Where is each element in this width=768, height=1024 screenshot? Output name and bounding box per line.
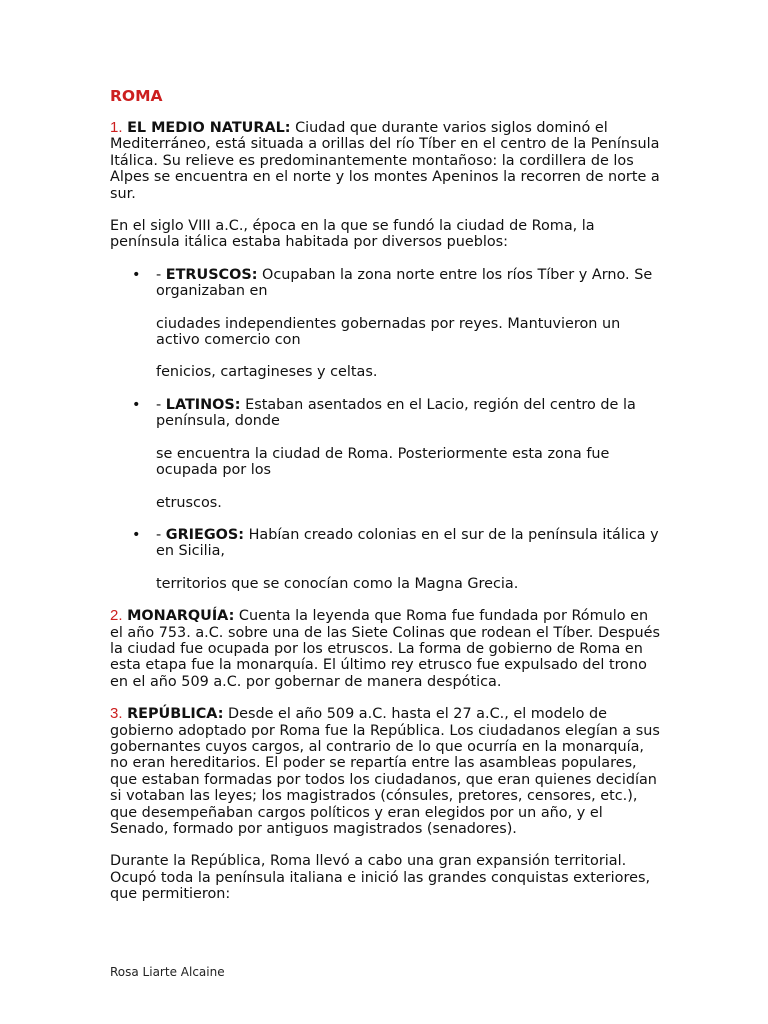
list-dash: - [156,396,166,413]
list-item-griegos [132,526,660,592]
closing-paragraph: Durante la República, Roma llevó a cabo una gran expansión territorial. Ocupó toda la península italiana e inició las grandes conquistas exteriores, que permitieron: [110,853,651,903]
intro-paragraph: En el siglo VIII a.C., época en la que se fundó la ciudad de Roma, la península itálica estaba habitada por diversos pueblos: [110,218,595,251]
section-heading: MONARQUÍA: [127,608,235,625]
peoples-list [110,267,660,592]
section-heading: EL MEDIO NATURAL: [127,120,291,136]
people-text: Ocupaban la zona norte entre los ríos Tíber y Arno. Se organizaban en [156,266,653,300]
bullet-icon: • [132,526,141,543]
list-item-latinos [132,396,660,511]
section-heading: REPÚBLICA: [127,706,224,723]
section-republica [110,706,660,837]
list-dash: - [156,266,166,283]
people-name: ETRUSCOS: [165,266,258,283]
bullet-icon: • [132,396,141,413]
people-text: ciudades independientes gobernadas por reyes. Mantuvieron un activo comercio con [156,315,621,349]
people-text: Habían creado colonias en el sur de la península itálica y en Sicilia, [156,526,659,560]
people-name: LATINOS: [165,396,241,413]
section-text: Ciudad que durante varios siglos dominó el Mediterráneo, está situada a orillas del río Tíber en el centro de la Península Itálica. Su relieve es predominantemente montañoso: la cordillera de los Alpes se encuentra en el norte y los montes Apeninos la recorren de norte a sur. [110,120,660,202]
section-text: Desde el año 509 a.C. hasta el 27 a.C., el modelo de gobierno adoptado por Roma fue la República. Los ciudadanos elegían a sus gobernantes cuyos cargos, al contrario de lo que ocurría en la monarquía, no eran hereditarios. El poder se repartía entre las asambleas populares, que estaban formadas por todos los ciudadanos, que eran quienes decidían si votaban las leyes; los magistrados (cónsules, pretores, censores, etc.), que desempeñaban cargos políticos y eran elegidos por un año, y el Senado, formado por antiguos magistrados (senadores). [110,706,660,837]
list-dash: - [156,526,166,543]
people-text: territorios que se conocían como la Magna Grecia. [156,575,519,592]
people-text: se encuentra la ciudad de Roma. Posteriormente esta zona fue ocupada por los [156,445,610,479]
page-footer-author: Rosa Liarte Alcaine [110,965,225,979]
bullet-icon: • [132,266,141,283]
section-number: 2. [110,607,123,625]
section-number: 3. [110,705,123,723]
section-medio-natural [110,120,660,202]
document-body [110,86,660,919]
section-text: Cuenta la leyenda que Roma fue fundada por Rómulo en el año 753. a.C. sobre una de las Siete Colinas que rodean el Tíber. Después la ciudad fue ocupada por los etruscos. La forma de gobierno de Roma en esta etapa fue la monarquía. El último rey etrusco fue expulsado del trono en el año 509 a.C. por gobernar de manera despótica. [110,608,660,690]
people-text: fenicios, cartagineses y celtas. [156,364,378,381]
page-title: ROMA [110,87,163,105]
section-monarquia [110,608,660,690]
list-item-etruscos [132,266,660,381]
people-text: etruscos. [156,494,222,511]
section-number: 1. [110,119,123,136]
people-text: Estaban asentados en el Lacio, región del centro de la península, donde [156,396,636,430]
people-name: GRIEGOS: [165,526,245,543]
